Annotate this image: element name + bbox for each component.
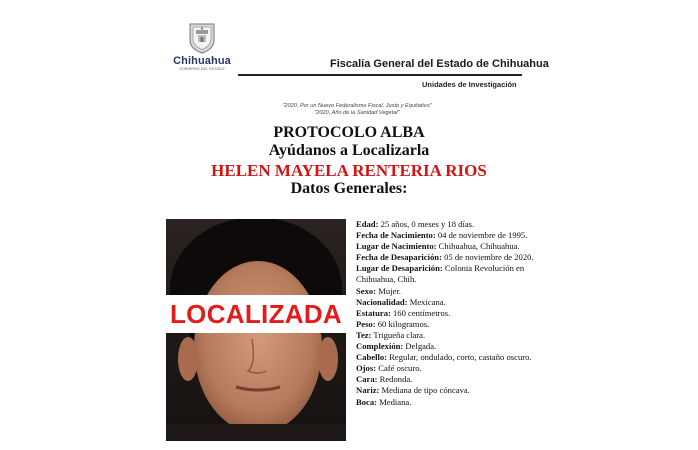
detail-value: Mujer.	[376, 285, 401, 296]
person-photo	[166, 219, 346, 441]
detail-value: Regular, ondulado, corto, castaño oscuro.	[387, 352, 532, 363]
agency-name: Fiscalía General del Estado de Chihuahua	[330, 58, 549, 70]
detail-label: Nariz:	[356, 385, 380, 396]
detail-row	[356, 385, 550, 396]
detail-value: Mediana de tipo cóncava.	[379, 385, 470, 396]
detail-value: Redonda.	[377, 374, 413, 385]
detail-label: Lugar de Desaparición:	[356, 263, 443, 274]
detail-row	[356, 319, 550, 330]
detail-value: Colonia Revolución en Chihuahua, Chih.	[356, 263, 525, 285]
found-badge: LOCALIZADA	[166, 295, 346, 333]
detail-label: Sexo:	[356, 285, 377, 296]
logo-subtext: GOBIERNO DEL ESTADO	[179, 67, 225, 71]
detail-row	[356, 363, 550, 374]
detail-row	[356, 341, 550, 352]
state-logo	[170, 22, 234, 71]
detail-label: Ojos:	[356, 363, 377, 374]
detail-row	[356, 330, 550, 341]
detail-label: Fecha de Nacimiento:	[356, 230, 436, 241]
detail-label: Cara:	[356, 374, 378, 385]
detail-value: Mexicana.	[407, 296, 446, 307]
detail-label: Nacionalidad:	[356, 296, 408, 307]
detail-row	[356, 263, 550, 285]
header-divider	[238, 74, 522, 76]
detail-value: Trigueña clara.	[371, 329, 426, 340]
detail-label: Boca:	[356, 396, 378, 407]
protocol-title: PROTOCOLO ALBA	[273, 124, 425, 141]
detail-row	[356, 230, 550, 241]
detail-row	[356, 352, 550, 363]
detail-row	[356, 297, 550, 308]
coat-of-arms-icon	[187, 22, 217, 54]
logo-text: Chihuahua	[173, 55, 231, 67]
detail-value: 60 kilogramos.	[375, 318, 430, 329]
detail-label: Tez:	[356, 329, 372, 340]
details-list	[356, 219, 550, 408]
detail-row	[356, 286, 550, 297]
detail-value: Delgada.	[403, 341, 437, 352]
detail-label: Cabello:	[356, 352, 388, 363]
detail-row	[356, 397, 550, 408]
detail-row	[356, 241, 550, 252]
motto-line-1: "2020, Por un Nuevo Federalismo Fiscal, Justo y Equitativo"	[282, 103, 432, 109]
section-heading: Datos Generales:	[290, 180, 408, 197]
detail-label: Estatura:	[356, 307, 391, 318]
unit-name: Unidades de Investigación	[422, 80, 517, 89]
detail-label: Lugar de Nacimiento:	[356, 241, 437, 252]
detail-value: 160 centímetros.	[390, 307, 451, 318]
detail-value: Café oscuro.	[376, 363, 422, 374]
detail-row	[356, 219, 550, 230]
detail-row	[356, 252, 550, 263]
detail-label: Edad:	[356, 219, 379, 229]
detail-label: Complexión:	[356, 341, 404, 352]
help-heading: Ayúdanos a Localizarla	[268, 142, 430, 159]
person-name: HELEN MAYELA RENTERIA RIOS	[211, 161, 487, 180]
detail-row	[356, 308, 550, 319]
detail-row	[356, 374, 550, 385]
detail-value: Mediana.	[377, 396, 412, 407]
detail-value: 25 años, 0 meses y 18 días.	[378, 219, 475, 229]
detail-label: Peso:	[356, 318, 376, 329]
detail-value: Chihuahua, Chihuahua.	[436, 241, 520, 252]
detail-label: Fecha de Desaparición:	[356, 252, 442, 263]
detail-value: 05 de noviembre de 2020.	[441, 252, 534, 263]
motto-line-2: "2020, Año de la Sanidad Vegetal"	[314, 110, 400, 116]
detail-value: 04 de noviembre de 1995.	[435, 230, 528, 241]
